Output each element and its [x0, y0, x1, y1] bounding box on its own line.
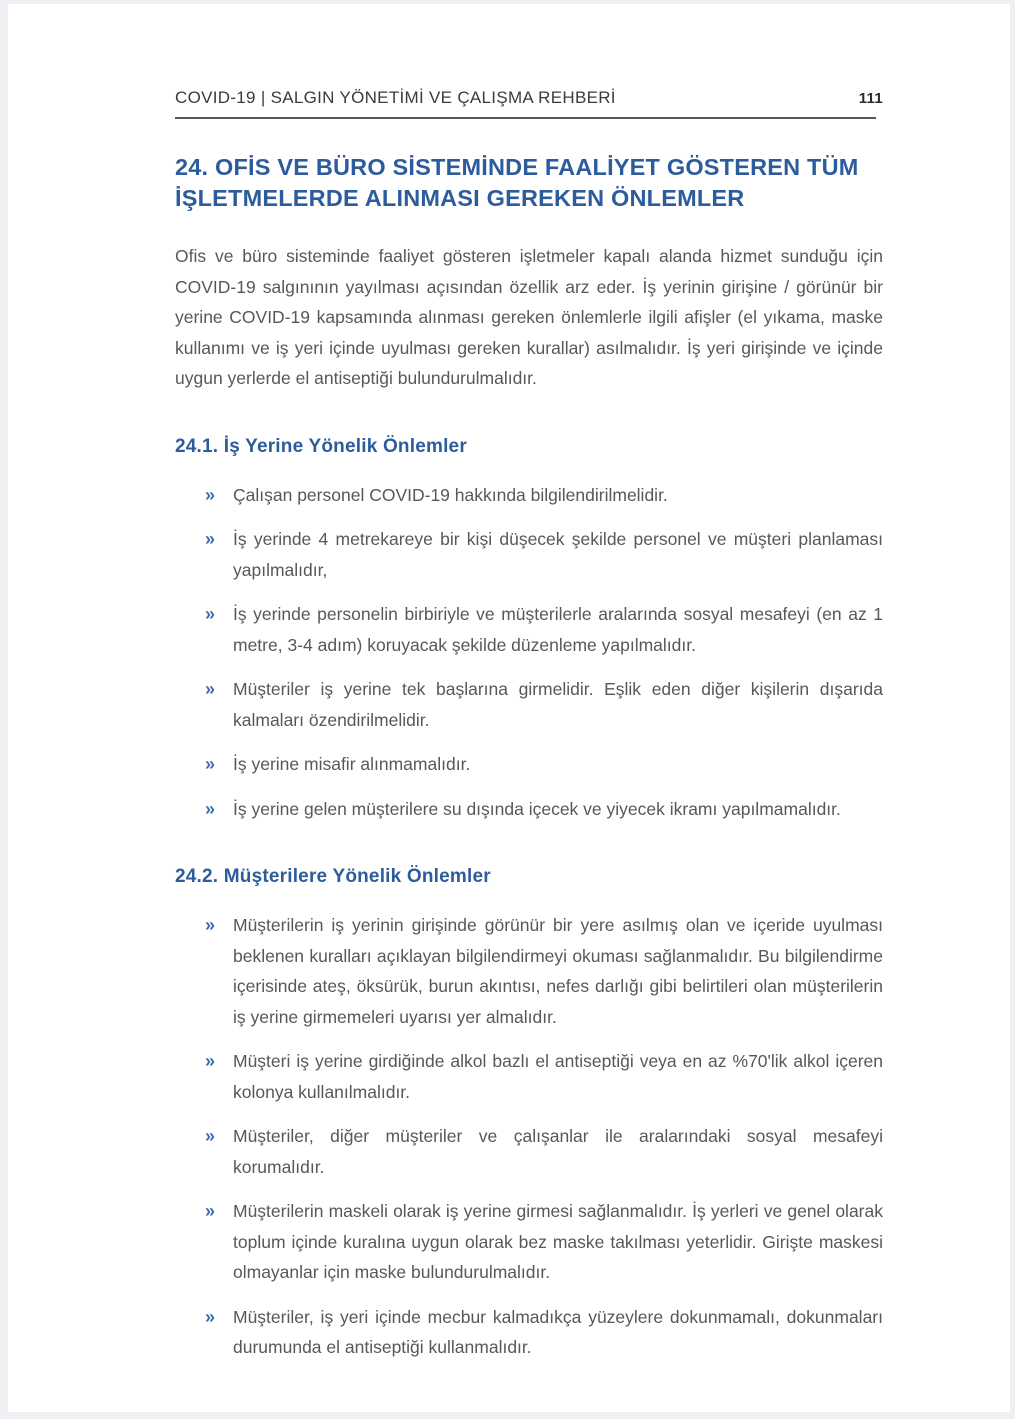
list-item — [205, 794, 883, 825]
intro-paragraph: Ofis ve büro sisteminde faaliyet gösteren işletmeler kapalı alanda hizmet sunduğu için COVID-19 salgınının yayılması açısından özellik arz eder. İş yerinin girişine / görünür bir yerine COVID-19 kapsamında alınması gereken önlemlerle ilgili afişler (el yıkama, maske kullanımı ve iş yeri içinde uyulması gereken kurallar) asılmalıdır. İş yeri girişinde ve içinde uygun yerlerde el antiseptiği bulundurulmalıdır. — [175, 246, 883, 388]
bullet-text: İş yerine gelen müşterilere su dışında içecek ve yiyecek ikramı yapılmamalıdır. — [233, 798, 841, 819]
bullet-marker: » — [205, 529, 216, 549]
section-24-2-heading: 24.2. Müşterilere Yönelik Önlemler — [175, 866, 491, 887]
list-item — [205, 674, 883, 735]
bullet-text: Müşteriler iş yerine tek başlarına girmelidir. Eşlik eden diğer kişilerin dışarıda kalmaları özendirilmelidir. — [233, 679, 883, 730]
bullet-marker: » — [205, 798, 216, 819]
bullet-marker: » — [205, 1051, 216, 1071]
page-header — [175, 88, 883, 119]
running-head — [175, 88, 883, 108]
bullet-marker: » — [205, 1306, 216, 1327]
list-item — [205, 599, 883, 660]
bullet-text: Müşterilerin iş yerinin girişinde görünür bir yere asılmış olan ve içeride uyulması beklenen kuralları açıklayan bilgilendirmeyi okuması sağlanmalıdır. Bu bilgilendirme içerisinde ateş, öksürük, burun akıntısı, nefes darlığı gibi belirtileri olan müşterilerin iş yerine girmemeleri uyarısı yer almalıdır. — [233, 915, 883, 1027]
bullet-marker: » — [205, 1201, 216, 1221]
bullet-text: Müşterilerin maskeli olarak iş yerine girmesi sağlanmalıdır. İş yerleri ve genel olarak toplum içinde kuralına uygun olarak bez maske takılması yeterlidir. Girişte maskesi olmayanlar için maske bulundurulmalıdır. — [233, 1201, 883, 1282]
bullet-text: İş yerinde 4 metrekareye bir kişi düşecek şekilde personel ve müşteri planlaması yapılmalıdır, — [233, 529, 883, 580]
bullet-marker: » — [205, 604, 216, 624]
bullet-text: İş yerinde personelin birbiriyle ve müşterilerle aralarında sosyal mesafeyi (en az 1 metre, 3-4 adım) koruyacak şekilde düzenleme yapılmalıdır. — [233, 604, 883, 655]
bullet-marker: » — [205, 1126, 216, 1146]
bullet-marker: » — [205, 679, 216, 699]
bullet-text: Çalışan personel COVID-19 hakkında bilgilendirilmelidir. — [233, 484, 668, 505]
list-item — [205, 1121, 883, 1182]
list-item — [205, 524, 883, 585]
section-24-2-bullet-list — [175, 910, 883, 1363]
list-item — [205, 480, 883, 511]
document-page — [8, 4, 1010, 1412]
list-item — [205, 1302, 883, 1363]
bullet-text: Müşteriler, iş yeri içinde mecbur kalmadıkça yüzeylere dokunmamalı, dokunmaları durumunda el antiseptiği kullanmalıdır. — [233, 1306, 883, 1357]
section-24-1-heading: 24.1. İş Yerine Yönelik Önlemler — [175, 435, 467, 457]
bullet-marker: » — [205, 754, 216, 774]
running-title: COVID-19 | SALGIN YÖNETİMİ VE ÇALIŞMA REHBERİ — [175, 88, 616, 107]
section-24-2 — [175, 864, 883, 1363]
list-item — [205, 1196, 883, 1288]
bullet-marker: » — [205, 915, 216, 935]
bullet-text: İş yerine misafir alınmamalıdır. — [233, 754, 471, 774]
bullet-text: Müşteri iş yerine girdiğinde alkol bazlı el antiseptiği veya en az %70'lik alkol içeren kolonya kullanılmalıdır. — [233, 1051, 883, 1102]
section-24-1-bullet-list — [175, 480, 883, 825]
list-item — [205, 749, 883, 780]
list-item — [205, 910, 883, 1032]
list-item — [205, 1046, 883, 1107]
chapter-title: 24. OFİS VE BÜRO SİSTEMİNDE FAALİYET GÖSTEREN TÜM İŞLETMELERDE ALINMASI GEREKEN ÖNLEMLER — [175, 154, 859, 211]
bullet-text: Müşteriler, diğer müşteriler ve çalışanlar ile aralarındaki sosyal mesafeyi korumalıdır. — [233, 1126, 883, 1177]
page-number: 111 — [858, 90, 883, 107]
header-rule — [175, 117, 876, 119]
section-24-1 — [175, 434, 883, 825]
bullet-marker: » — [205, 484, 216, 505]
